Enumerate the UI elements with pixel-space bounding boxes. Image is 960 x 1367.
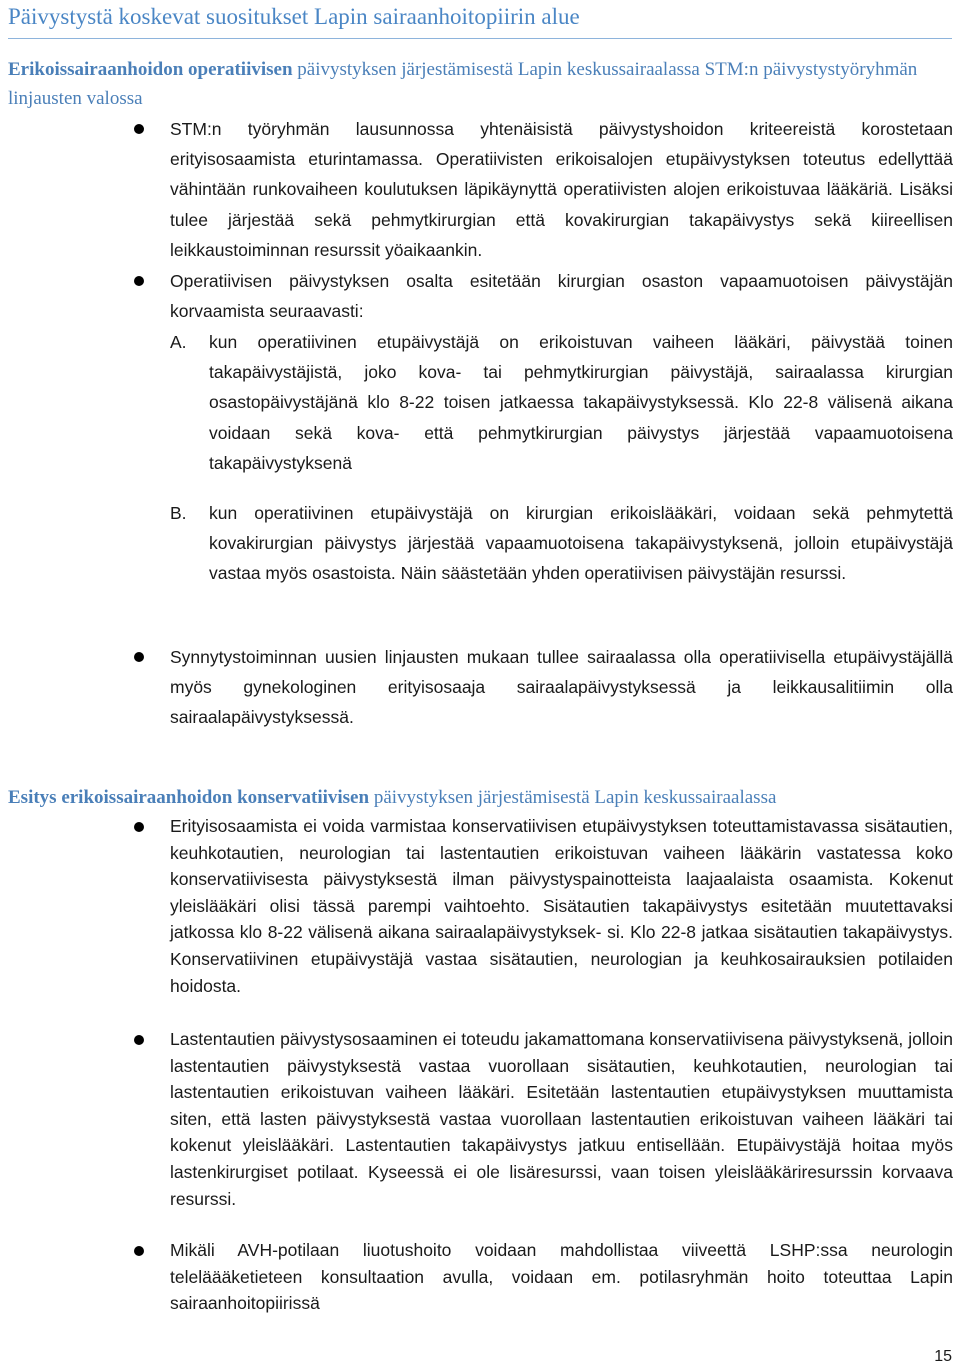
list-item: Synnytystoiminnan uusien linjausten mukaan tullee sairaalassa olla operatiivisella etupäivystäjällä myös gynekologinen erityisosaaja sairaalapäivystyksessä ja leikkausalitiimin olla sairaalapäivystyksessä. — [170, 647, 953, 728]
bullet-icon — [134, 822, 144, 832]
bullet-icon — [134, 1035, 144, 1045]
title-divider — [8, 38, 952, 39]
list-item: STM:n työryhmän lausunnossa yhtenäisistä päivystyshoidon kriteereistä korostetaan erityisosaamista eturintamassa. Operatiivisten erikoisalojen etupäivystyksen toteutus edellyttää vähintään runkovaiheen koulutuksen läpikäynyttä operatiivisten alojen erikoistuvaa lääkäriä. Lisäksi tulee järjestää sekä pehmytkirurgian että kovakirurgian takapäivystys sekä kiireellisen leikkaustoiminnan resurssit yöaikaankin. — [170, 119, 953, 260]
bullet-icon — [134, 276, 144, 286]
list-item: Lastentautien päivystysosaaminen ei toteudu jakamattomana konservatiivisena päivystyksenä, jolloin lastentautien päivystyksestä vastaa vuorollaan sisätautien, keuhkotautien, neurologian tai lastentautien erikoistuvan vaiheen lääkäri. Esitetään lastentautien etupäivystyksen muuttamista siten, että lasten päivystyksestä vastaa vuorollaan lastentautien erikoistuvan vaiheen lääkäri tai kokenut yleislääkäri. Lastentautien takapäivystys jatkuu entisellään. Etupäivystäjä hoitaa myös lastenkirurgiset potilaat. Kyseessä ei ole lisäresurssi, vaan toisen yleislääkäriresurssin korvaava resurssi. — [170, 1029, 953, 1209]
section-heading-rest: päivystyksen järjestämisestä Lapin keskussairaalassa STM:n päivystystyöryhmän linjausten valossa — [8, 59, 918, 109]
list-item: Operatiivisen päivystyksen osalta esitetään kirurgian osaston vapaamuotoisen päivystäjän korvaamista seuraavasti: — [170, 271, 953, 322]
page-number: 15 — [934, 1348, 952, 1365]
list-item: Mikäli AVH-potilaan liuotushoito voidaan mahdollistaa viiveettä LSHP:ssa neurologin teleläääketieteen konsultaation avulla, voidaan em. potilasryhmän hoito toteuttaa Lapin sairaanhoitopiirissä — [170, 1240, 953, 1314]
section-heading-rest: päivystyksen järjestämisestä Lapin keskussairaalassa — [369, 787, 777, 808]
option-marker-a: A. — [170, 332, 187, 352]
page-title: Päivystystä koskevat suositukset Lapin sairaanhoitopiirin alue — [8, 4, 580, 29]
option-text-b: kun operatiivinen etupäivystäjä on kirurgian erikoislääkäri, voidaan sekä pehmytettä kovakirurgian päivystys järjestää vapaamuotoisena takapäivystyksenä, jolloin etupäivystäjä vastaa myös osastoista. Näin säästetään yhden operatiivisen päivystäjän resurssi. — [209, 503, 953, 584]
section-heading-conservative — [8, 783, 956, 812]
option-marker-b: B. — [170, 503, 187, 523]
option-text-a: kun operatiivinen etupäivystäjä on erikoistuvan vaiheen lääkäri, päivystää toinen takapäivystäjistä, joko kova- tai pehmytkirurgian päivystäjä, sairaalassa kirurgian osastopäivystäjänä klo 8-22 toisen jatkaessa takapäivystyksessä. Klo 22-8 välisenä aikana voidaan sekä kova- että pehmytkirurgian päivystys järjestää vapaamuotoisena takapäivystyksenä — [209, 332, 953, 473]
bullet-icon — [134, 652, 144, 662]
bullet-icon — [134, 1246, 144, 1256]
bullet-icon — [134, 124, 144, 134]
section-heading-bold: Esitys erikoissairaanhoidon konservatiivisen — [8, 787, 370, 808]
section-heading-operative — [8, 55, 956, 113]
list-item: Erityisosaamista ei voida varmistaa konservatiivisen etupäivystyksen toteuttamistavassa sisätautien, keuhkotautien, neurologian tai lastentautien erikoistuvan vaiheen lääkärin vastatessa koko konservatiivisesta päivystyksestä ilman päivystyspainotteista laajaalaista osaamista. Kokenut yleislääkäri olisi tässä parempi vaihtoehto. Sisätautien takapäivystys esitetään muutettavaksi jatkossa klo 8-22 välisenä aikana sairaalapäivystyksek- si. Klo 22-8 jatkaa sisätautien takapäivystys. Konservatiivinen etupäivystäjä vastaa sisätautien, neurologian ja keuhkosairauksien potilaiden hoidosta. — [170, 816, 953, 996]
section-heading-bold: Erikoissairaanhoidon operatiivisen — [8, 59, 293, 80]
